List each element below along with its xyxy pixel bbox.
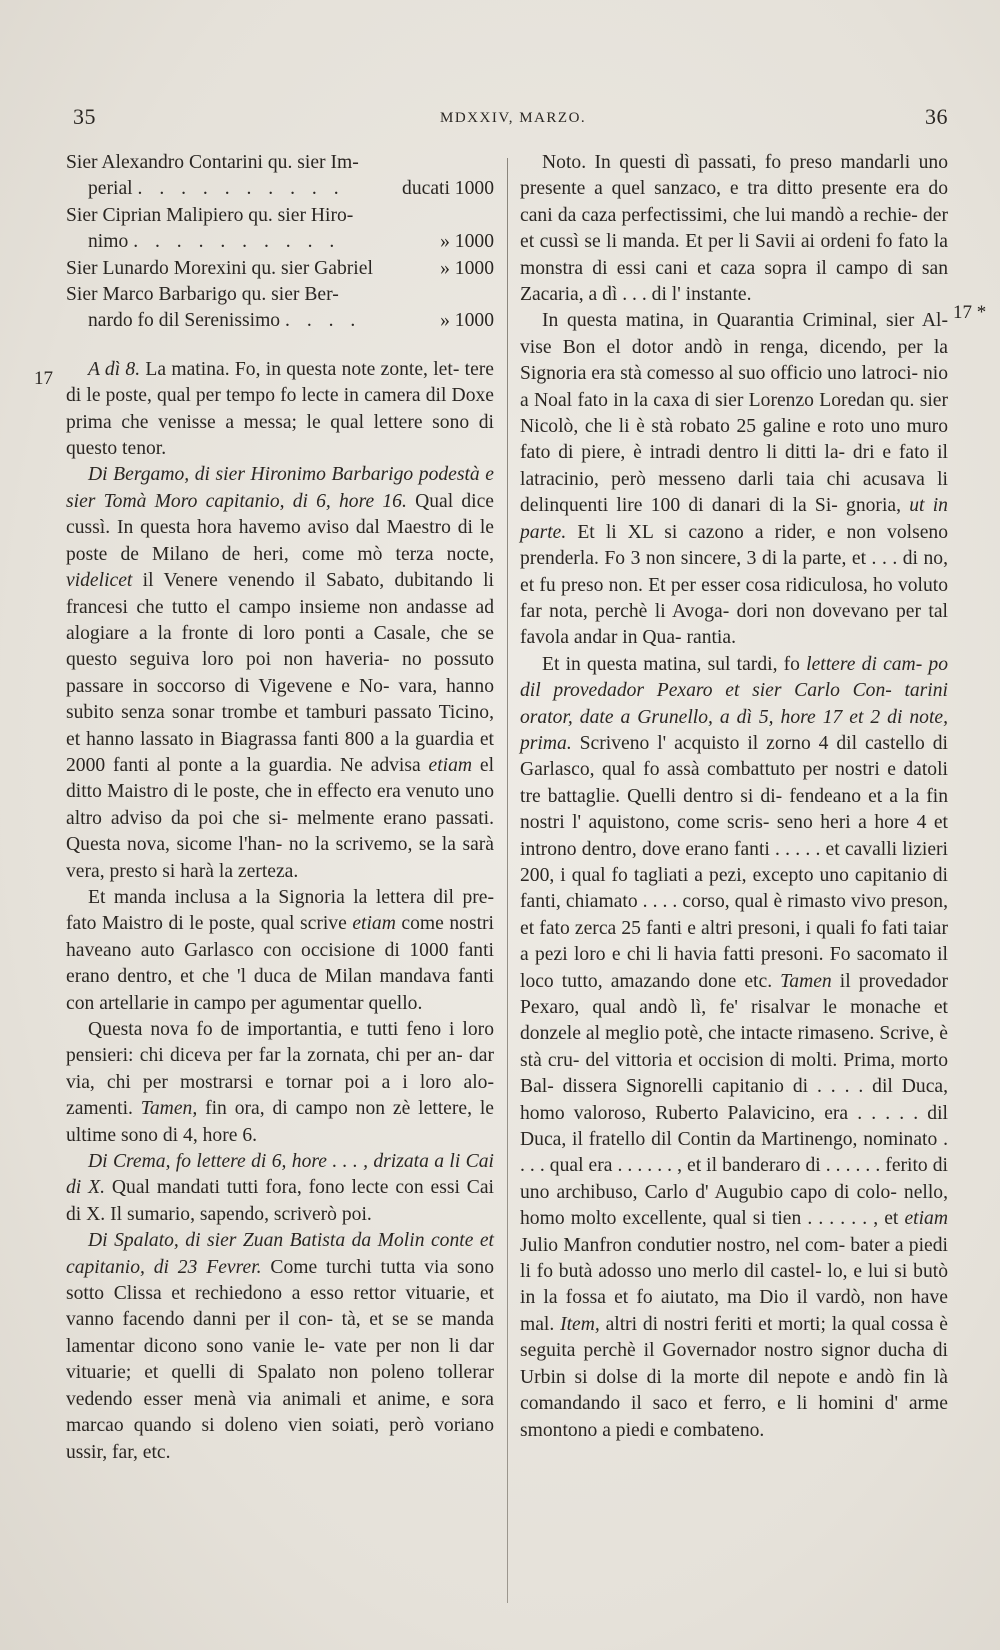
paragraph: Et manda inclusa a la Signoria la lettera dil pre- fato Maistro di le poste, qual scrive etiam come nostri haveano auto Garlasco con occisione di 1000 fanti erano dentro, et che 'l duca de Milan mandava fanti con artellarie in campo per agumentar quello.	[66, 886, 495, 1014]
entry-line: perial . . . . . . . . . . ducati 1000	[66, 176, 494, 202]
entry-line: Sier Lunardo Morexini qu. sier Gabriel » 1000	[66, 256, 494, 282]
left-margin-note: 17	[34, 368, 53, 389]
left-page-number: 35	[73, 104, 96, 129]
right-page-number: 36	[925, 104, 948, 129]
contribution-entry	[66, 150, 494, 203]
paragraph: Et in questa matina, sul tardi, fo lettere di cam- po dil provedador Pexaro et sier Carlo Con- tarini orator, date a Grunello, a dì 5, hore 17 et 2 di note, prima. Scriveno l' acquisto il zorno 4 dil castello di Garlasco, qual fo assà combattuto per nostri e datoli tre battaglie. Quelli dentro si di- fendeano et a la fin nostri l' aquistono, come scris- seno heri a hore 4 et introno dentro, dove erano fanti . . . . . et cavalli lizieri 200, i qual fo tagliati a pezi, excepto uno capitanio di fanti, chiamato . . . . corso, qual è rimasto vivo preson, et fato zerca 25 fanti e altri presoni, i quali fo fati taiar a pezi loro e chi li havia fatti presoni. Fo sacomato il loco tutto, amazando done etc. Tamen il provedador Pexaro, qual andò lì, fe' risalvar le monache et donzele al meglio potè, che intacte rimaseno. Scrive, è stà cru- del vittoria et occision di molti. Prima, morto Bal- dissera Signorelli capitanio di . . . . dil Duca, homo valoroso, Ruberto Palavicino, era . . . . . dil Duca, il fratello dil Contin da Martinengo, nominato . . . . qual era . . . . . . , et il banderaro di . . . . . . ferito di uno archibuso, Carlo d' Augubio capo di colo- nello, homo molto excellente, qual si tien . . . . . . , et etiam Julio Manfron condutier nostro, nel com- bater a piedi li fo butà adosso uno merlo dil castel- lo, e lui si butò in la fossa et fo aiutato, ma Dio il vardò, non have mal. Item, altri di nostri feriti et morti; la qual cossa è seguita perchè il Governador nostro signor ducha di Urbin si dolse di la morte dil nepote e andò fin là comandando il saco et ferro, e li homini d' arme smontono a piedi e combateno.	[520, 653, 949, 1441]
entry-line: nimo . . . . . . . . . . » 1000	[66, 229, 494, 255]
contribution-entry	[66, 203, 494, 256]
left-column	[66, 150, 494, 1466]
letter-heading: Di Bergamo, di sier Hironimo Barbarigo podestà e sier Tomà Moro capitanio, di 6, hore 16.	[66, 464, 494, 512]
entry-amount: » 1000	[440, 257, 494, 279]
paragraph: In questa matina, in Quarantia Criminal, sier Al- vise Bon el dotor andò in renga, dicendo, per la Signoria era stà comesso al suo officio uno latroci- nio a Noal fato in la caxa di sier Lorenzo Loredan qu. sier Nicolò, che li è stà robato 25 galine e roto uno muro fato di piere, è intradi dentro li ditti la- dri e fato il latracinio, però messeno darli taia chi acusava li delinquenti lire 100 di danari di la Si- gnoria, ut in parte. Et li XL si cazono a rider, e non volseno prenderla. Fo 3 non sincere, 3 di la parte, et . . . di no, et fu preso non. Et per esser cosa ridiculosa, ho voluto far nota, perchè li Avoga- dori non dovevano per tal favola andar in Qua- rantia.	[520, 310, 948, 649]
entry-amount: » 1000	[440, 231, 494, 253]
paragraph: Di Spalato, di sier Zuan Batista da Molin conte et capitanio, di 23 Fevrer. Come turchi tutta via sono sotto Clissa et rechiedono a esso rettor vituarie, et vanno facendo danni per il con- tà, et se se manda lamentar dicono sono vanie le- vate per non li dar vituarie; et quelli di Spalato non poleno tollerar vedendo esser menà via animali et anime, e sora marcao quando si doleno vien soiati, però voriano ussir, far, etc.	[66, 1230, 494, 1463]
entry-amount: » 1000	[440, 310, 494, 332]
letter-heading: Di Crema, fo lettere di 6, hore . . . , drizata a li Cai di X.	[66, 1151, 494, 1199]
paragraph: Di Bergamo, di sier Hironimo Barbarigo podestà e sier Tomà Moro capitanio, di 6, hore 16. Qual dice cussì. In questa hora havemo aviso dal Maestro di le poste de Milano de heri, come mò terza nocte, videlicet il Venere venendo il Sabato, dubitando li francesi che tutto el campo insieme non andasse ad alogiare a la fronte di loro ponti a Casale, che se questo seguiva loro poi non haveria- no possuto passare in soccorso di Vigevene e No- vara, hanno subito senza sonar trombe et tamburi passato Ticino, et hanno lassato in Biagrassa fanti 800 a la guardia et 2000 fanti al ponte a la guardia. Ne advisa etiam el ditto Maistro di le poste, che in effecto era venuto uno altro adviso da poi che si- melmente erano passati. Questa nova, sicome l'han- no la scrivemo, se la sarà vera, presto si harà la zerteza.	[66, 464, 495, 882]
entry-amount: ducati 1000	[402, 178, 494, 200]
paragraph: Di Crema, fo lettere di 6, hore . . . , drizata a li Cai di X. Qual mandati tutti fora, fono lecte con essi Cai di X. Il sumario, sapendo, scriverò poi.	[66, 1151, 494, 1225]
paragraph: Noto. In questi dì passati, fo preso mandarli uno presente a quel sanzaco, e tra ditto presente era do cani da caza perfectissimi, che lui mandò a rechie- der et cussì se li manda. Et per li Savii ai ordeni fo fato la monstra di essi cani et caza sopra il campo di san Zacaria, a dì . . . di l' instante.	[520, 152, 948, 306]
column-divider	[507, 158, 508, 1603]
letter-heading: Di Spalato, di sier Zuan Batista da Molin conte et capitanio, di 23 Fevrer.	[66, 1230, 494, 1278]
entry-line: Sier Alexandro Contarini qu. sier Im-	[66, 152, 359, 173]
entry-line: Sier Ciprian Malipiero qu. sier Hiro-	[66, 204, 354, 226]
paragraph: A dì 8. La matina. Fo, in questa note zonte, let- tere di le poste, qual per tempo fo lecte in camera dil Doxe prima che venisse a messa; le qual lettere sono di questo tenor.	[66, 358, 494, 460]
running-title: MDXXIV, MARZO.	[440, 110, 587, 126]
entry-line: nardo fo dil Serenissimo . . . . » 1000	[66, 308, 494, 334]
date-heading: A dì 8.	[88, 358, 141, 380]
right-margin-note: 17 *	[953, 302, 987, 323]
letter-heading: lettere di cam- po dil provedador Pexaro et sier Carlo Con- tarini orator, date a Grunello, a dì 5, hore 17 et 2 di note, prima.	[520, 653, 948, 754]
contribution-entry	[66, 256, 494, 282]
entry-line: Sier Marco Barbarigo qu. sier Ber-	[66, 284, 339, 306]
contribution-entry	[66, 282, 494, 335]
paragraph: Questa nova fo de importantia, e tutti feno i loro pensieri: chi diceva per far la zornata, chi per an- dar via, chi per mostrarsi e tornar poi a i loro alo- zamenti. Tamen, fin ora, di campo non zè lettere, le ultime sono di 4, hore 6.	[66, 1019, 494, 1146]
right-column	[520, 150, 948, 1444]
